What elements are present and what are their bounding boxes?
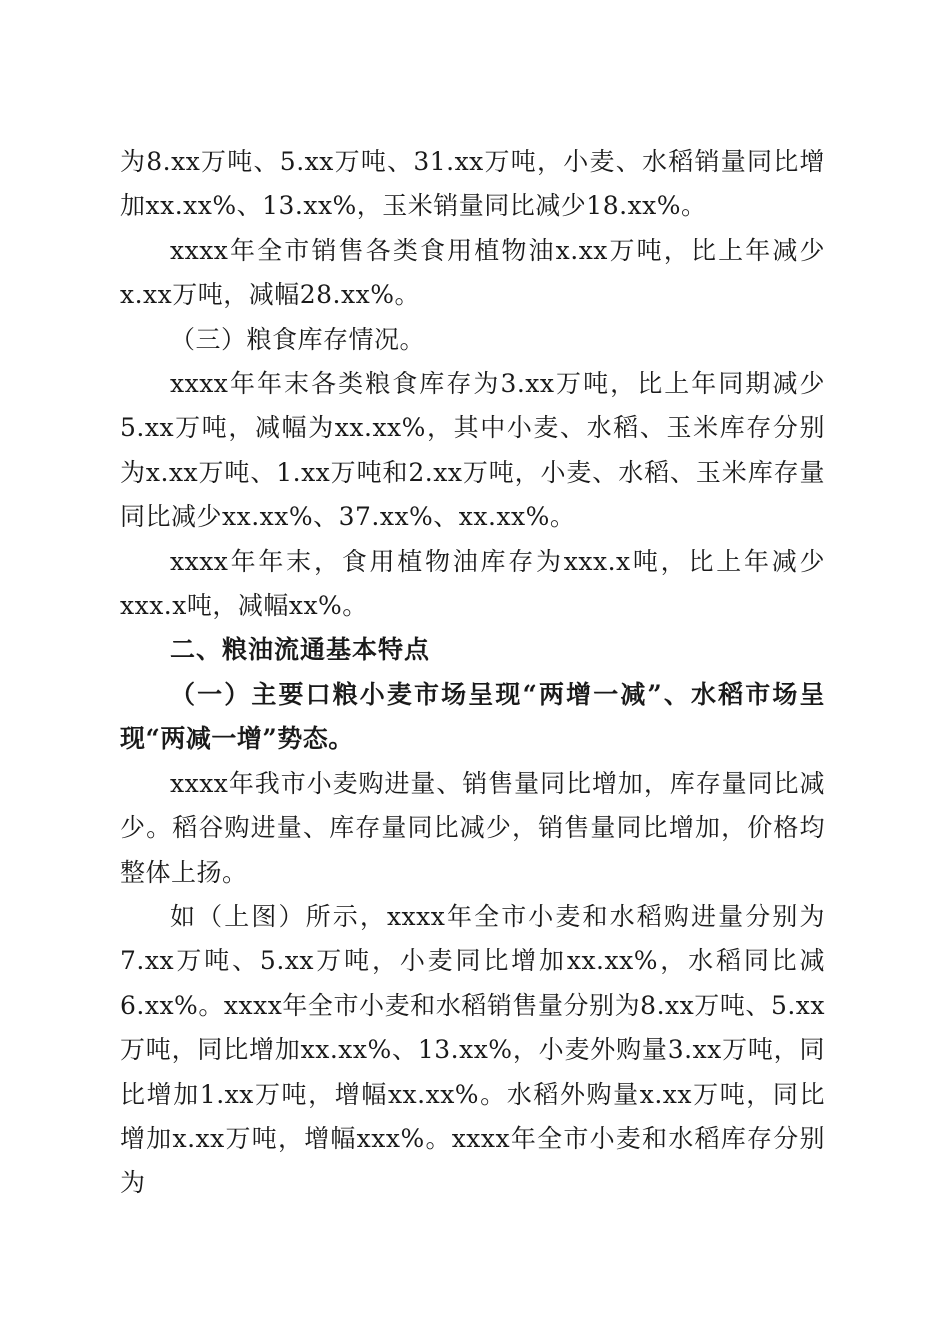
paragraph-grain-inventory: xxxx年年末各类粮食库存为3.xx万吨，比上年同期减少5.xx万吨，减幅为xx.xx%，其中小麦、水稻、玉米库存分别为x.xx万吨、1.xx万吨和2.xx万吨，小麦、水稻、玉米库存量同比减少xx.xx%、37.xx%、xx.xx%。 xyxy=(120,369,825,532)
paragraph-market-summary: xxxx年我市小麦购进量、销售量同比增加，库存量同比减少。稻谷购进量、库存量同比减少，销售量同比增加，价格均整体上扬。 xyxy=(120,768,825,887)
paragraph-purchase-sales-detail: 如（上图）所示，xxxx年全市小麦和水稻购进量分别为7.xx万吨、5.xx万吨，小麦同比增加xx.xx%，水稻同比减6.xx%。xxxx年全市小麦和水稻销售量分别为8.xx万吨、5.xx万吨，同比增加xx.xx%、13.xx%，小麦外购量3.xx万吨，同比增加1.xx万吨，增幅xx.xx%。水稻外购量x.xx万吨，同比增加x.xx万吨，增幅xxx%。xxxx年全市小麦和水稻库存分别为 xyxy=(120,901,825,1198)
subheading-wheat-rice-market: （一）主要口粮小麦市场呈现“两增一减”、水稻市场呈现“两减一增”势态。 xyxy=(120,679,825,754)
paragraph-edible-oil-sales: xxxx年全市销售各类食用植物油x.xx万吨，比上年减少x.xx万吨，减幅28.xx%。 xyxy=(120,235,825,310)
paragraph-sales-continuation: 为8.xx万吨、5.xx万吨、31.xx万吨，小麦、水稻销量同比增加xx.xx%、13.xx%，玉米销量同比减少18.xx%。 xyxy=(120,147,825,221)
section-heading-basic-features: 二、粮油流通基本特点 xyxy=(170,635,431,665)
paragraph-edible-oil-inventory: xxxx年年末，食用植物油库存为xxx.x吨，比上年减少xxx.x吨，减幅xx%。 xyxy=(120,546,825,621)
document-body xyxy=(120,140,825,1206)
subheading-grain-inventory: （三）粮食库存情况。 xyxy=(170,324,426,354)
